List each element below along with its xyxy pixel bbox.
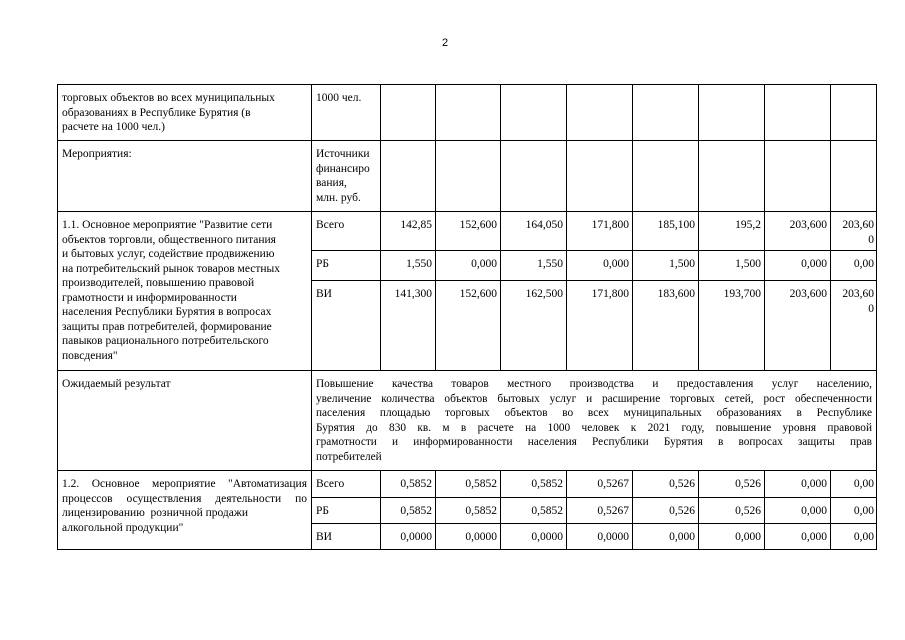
- empty-cell: [633, 85, 699, 141]
- measure-1-1-title-line: населения Республики Бурятия в вопросах: [62, 306, 272, 318]
- value-cell: 0,5852: [501, 498, 567, 524]
- value-cell: 1,550: [501, 251, 567, 281]
- measure-1-1-title-line: объектов торговли, общественного питания: [62, 233, 276, 246]
- value-cell: 1,500: [633, 251, 699, 281]
- value-cell: 185,100: [633, 212, 699, 251]
- value-cell: 0,00: [831, 471, 877, 498]
- value-cell: 203,600: [765, 281, 831, 371]
- value-cell: 0,526: [699, 471, 765, 498]
- empty-cell: [501, 85, 567, 141]
- measure-1-1-title-line: защиты прав потребителей, формирование: [62, 320, 272, 333]
- value-cell: 0,5852: [436, 471, 501, 498]
- measure-1-1-title-line: на потребительский рынок товаров местных: [62, 262, 280, 275]
- funding-source: ВИ: [312, 524, 381, 550]
- value-cell: 203,600: [831, 281, 877, 371]
- funding-source-header-line: Источники: [316, 148, 370, 160]
- indicator-label-line: торговых объектов во всех муниципальных: [62, 92, 275, 104]
- empty-cell: [765, 141, 831, 212]
- measure-1-2-title-line: алкогольной продукции": [62, 521, 184, 534]
- value-cell: 0,5852: [381, 471, 436, 498]
- value-cell: 0,000: [699, 524, 765, 550]
- value-cell: 171,800: [567, 212, 633, 251]
- measure-1-1-title-line: производителей, повышению правовой: [62, 277, 255, 289]
- value-cell: 0,00: [831, 524, 877, 550]
- program-table: [57, 84, 877, 550]
- expected-result-line: увеличение количества объектов бытовых услуг и расширение торговых сетей, рост обеспеченности: [316, 392, 872, 405]
- page-number: 2: [441, 37, 449, 49]
- value-cell: 193,700: [699, 281, 765, 371]
- measure-1-2-title: [58, 471, 312, 550]
- funding-source-header: [312, 141, 381, 212]
- measure-1-2-title-line: процессов осуществления деятельности по: [62, 492, 307, 505]
- empty-cell: [501, 141, 567, 212]
- measure-1-1-title-line: повсдения": [62, 349, 118, 362]
- value-cell: 1,550: [381, 251, 436, 281]
- empty-cell: [765, 85, 831, 141]
- measure-1-2-title-line: 1.2. Основное мероприятие "Автоматизация: [62, 478, 307, 490]
- value-cell: 141,300: [381, 281, 436, 371]
- measures-header-row: [58, 141, 877, 212]
- measure-1-2-total-row: [58, 471, 877, 498]
- value-cell: 0,000: [765, 498, 831, 524]
- empty-cell: [381, 85, 436, 141]
- value-cell: 183,600: [633, 281, 699, 371]
- funding-source: РБ: [312, 498, 381, 524]
- value-cell: 0,5852: [436, 498, 501, 524]
- value-cell: 0,000: [765, 251, 831, 281]
- indicator-unit: 1000 чел.: [312, 85, 381, 141]
- value-cell: 0,5852: [501, 471, 567, 498]
- value-cell: 0,5267: [567, 471, 633, 498]
- value-cell: 203,600: [765, 212, 831, 251]
- funding-source: ВИ: [312, 281, 381, 371]
- expected-result-line: паселения площадью торговых объектов во всех муниципальных образованиях в Республике: [316, 407, 872, 419]
- value-cell: 0,00: [831, 251, 877, 281]
- empty-cell: [436, 141, 501, 212]
- value-cell: 0,0000: [567, 524, 633, 550]
- expected-result-line: Бурятия до 830 кв. м в расчете на 1000 человек к 2021 году, повышение уровня правовой: [316, 421, 872, 434]
- funding-source: Всего: [312, 212, 381, 251]
- measure-1-1-title: [58, 212, 312, 371]
- expected-result-text: [312, 371, 877, 471]
- indicator-row: [58, 85, 877, 141]
- value-cell: 152,600: [436, 212, 501, 251]
- value-cell: 0,0000: [436, 524, 501, 550]
- empty-cell: [436, 85, 501, 141]
- value-cell: 0,00: [831, 498, 877, 524]
- expected-result-label: Ожидаемый результат: [58, 371, 312, 471]
- empty-cell: [831, 141, 877, 212]
- value-cell: 162,500: [501, 281, 567, 371]
- expected-result-line: потребителей: [316, 450, 382, 463]
- value-cell: 203,600: [831, 212, 877, 251]
- value-cell: 0,000: [567, 251, 633, 281]
- empty-cell: [567, 85, 633, 141]
- expected-result-line: Повышение качества товаров местного производства и предоставления услуг населению,: [316, 378, 872, 390]
- measure-1-1-title-line: грамотности и информированности: [62, 291, 237, 304]
- measure-1-1-title-line: и бытовых услуг, содействие продвижению: [62, 248, 275, 260]
- funding-source: РБ: [312, 251, 381, 281]
- value-cell: 142,85: [381, 212, 436, 251]
- funding-source-header-line: млн. руб.: [316, 191, 361, 204]
- value-cell: 0,000: [436, 251, 501, 281]
- empty-cell: [633, 141, 699, 212]
- expected-result-line: грамотности и информированности населения Республики Бурятия в вопросах защиты прав: [316, 436, 872, 448]
- expected-result-row: [58, 371, 877, 471]
- indicator-label: [58, 85, 312, 141]
- indicator-label-line: расчете на 1000 чел.): [62, 121, 165, 133]
- value-cell: 1,500: [699, 251, 765, 281]
- value-cell: 0,0000: [381, 524, 436, 550]
- value-cell: 0,000: [633, 524, 699, 550]
- empty-cell: [831, 85, 877, 141]
- empty-cell: [699, 141, 765, 212]
- value-cell: 0,526: [633, 498, 699, 524]
- value-cell: 0,526: [633, 471, 699, 498]
- funding-source-header-line: финансиро: [316, 162, 370, 175]
- funding-source: Всего: [312, 471, 381, 498]
- value-cell: 0,0000: [501, 524, 567, 550]
- measure-1-2-title-line: лицензированию розничной продажи: [62, 507, 248, 519]
- funding-source-header-line: вания,: [316, 177, 347, 189]
- value-cell: 152,600: [436, 281, 501, 371]
- value-cell: 0,526: [699, 498, 765, 524]
- empty-cell: [567, 141, 633, 212]
- value-cell: 0,000: [765, 524, 831, 550]
- value-cell: 0,5852: [381, 498, 436, 524]
- measure-1-1-title-line: 1.1. Основное мероприятие "Развитие сети: [62, 219, 273, 231]
- measures-label: Мероприятия:: [58, 141, 312, 212]
- value-cell: 195,2: [699, 212, 765, 251]
- value-cell: 171,800: [567, 281, 633, 371]
- value-cell: 0,5267: [567, 498, 633, 524]
- value-cell: 0,000: [765, 471, 831, 498]
- measure-1-1-title-line: павыков рационального потребительского: [62, 335, 269, 347]
- empty-cell: [699, 85, 765, 141]
- measure-1-1-total-row: [58, 212, 877, 251]
- empty-cell: [381, 141, 436, 212]
- indicator-label-line: образованиях в Республике Бурятия (в: [62, 106, 251, 119]
- value-cell: 164,050: [501, 212, 567, 251]
